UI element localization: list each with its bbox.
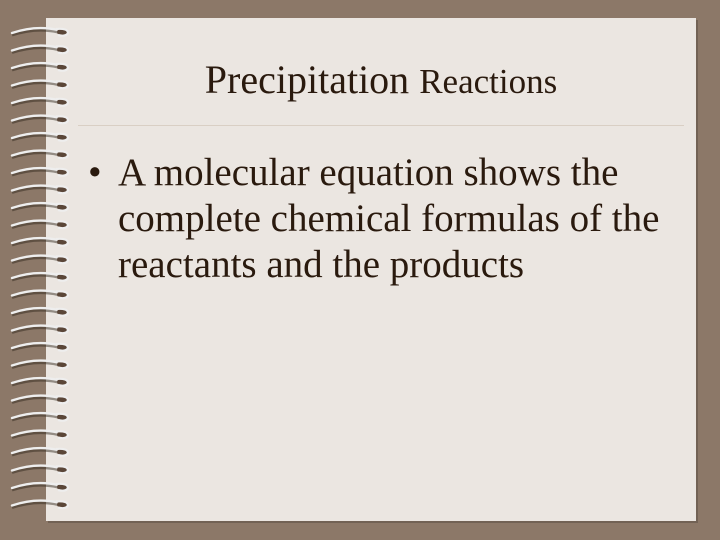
title-word-precipitation: Precipitation bbox=[204, 57, 410, 102]
bullet-icon: • bbox=[88, 151, 102, 194]
bullet-text: A molecular equation shows the complete chemical formulas of the reactants and the products bbox=[118, 151, 660, 286]
spiral-coil bbox=[12, 501, 68, 509]
spiral-coil bbox=[12, 186, 68, 194]
spiral-coil bbox=[12, 256, 68, 264]
slide-body bbox=[88, 150, 684, 288]
spiral-coil bbox=[12, 63, 68, 71]
spiral-coil bbox=[12, 396, 68, 404]
title-word-reactions: Reactions bbox=[419, 62, 558, 101]
spiral-coil bbox=[12, 116, 68, 124]
spiral-coil bbox=[12, 273, 68, 281]
spiral-coil bbox=[12, 133, 68, 141]
spiral-coil bbox=[12, 28, 68, 36]
spiral-coil bbox=[12, 343, 68, 351]
spiral-coil bbox=[12, 308, 68, 316]
spiral-coil bbox=[12, 431, 68, 439]
spiral-coil bbox=[12, 361, 68, 369]
spiral-coil bbox=[12, 326, 68, 334]
spiral-coil bbox=[12, 413, 68, 421]
spiral-coil bbox=[12, 46, 68, 54]
spiral-coil bbox=[12, 221, 68, 229]
title-divider bbox=[78, 125, 684, 126]
bullet-item bbox=[88, 150, 684, 288]
spiral-coil bbox=[12, 483, 68, 491]
spiral-coil bbox=[12, 151, 68, 159]
spiral-coil bbox=[12, 168, 68, 176]
spiral-coil bbox=[12, 378, 68, 386]
spiral-coil bbox=[12, 466, 68, 474]
spiral-coil bbox=[12, 98, 68, 106]
spiral-coil bbox=[12, 291, 68, 299]
spiral-coil bbox=[12, 81, 68, 89]
spiral-coil bbox=[12, 203, 68, 211]
spiral-binding-icon bbox=[8, 18, 88, 521]
slide-title bbox=[78, 50, 684, 112]
spiral-coil bbox=[12, 238, 68, 246]
spiral-coil bbox=[12, 448, 68, 456]
